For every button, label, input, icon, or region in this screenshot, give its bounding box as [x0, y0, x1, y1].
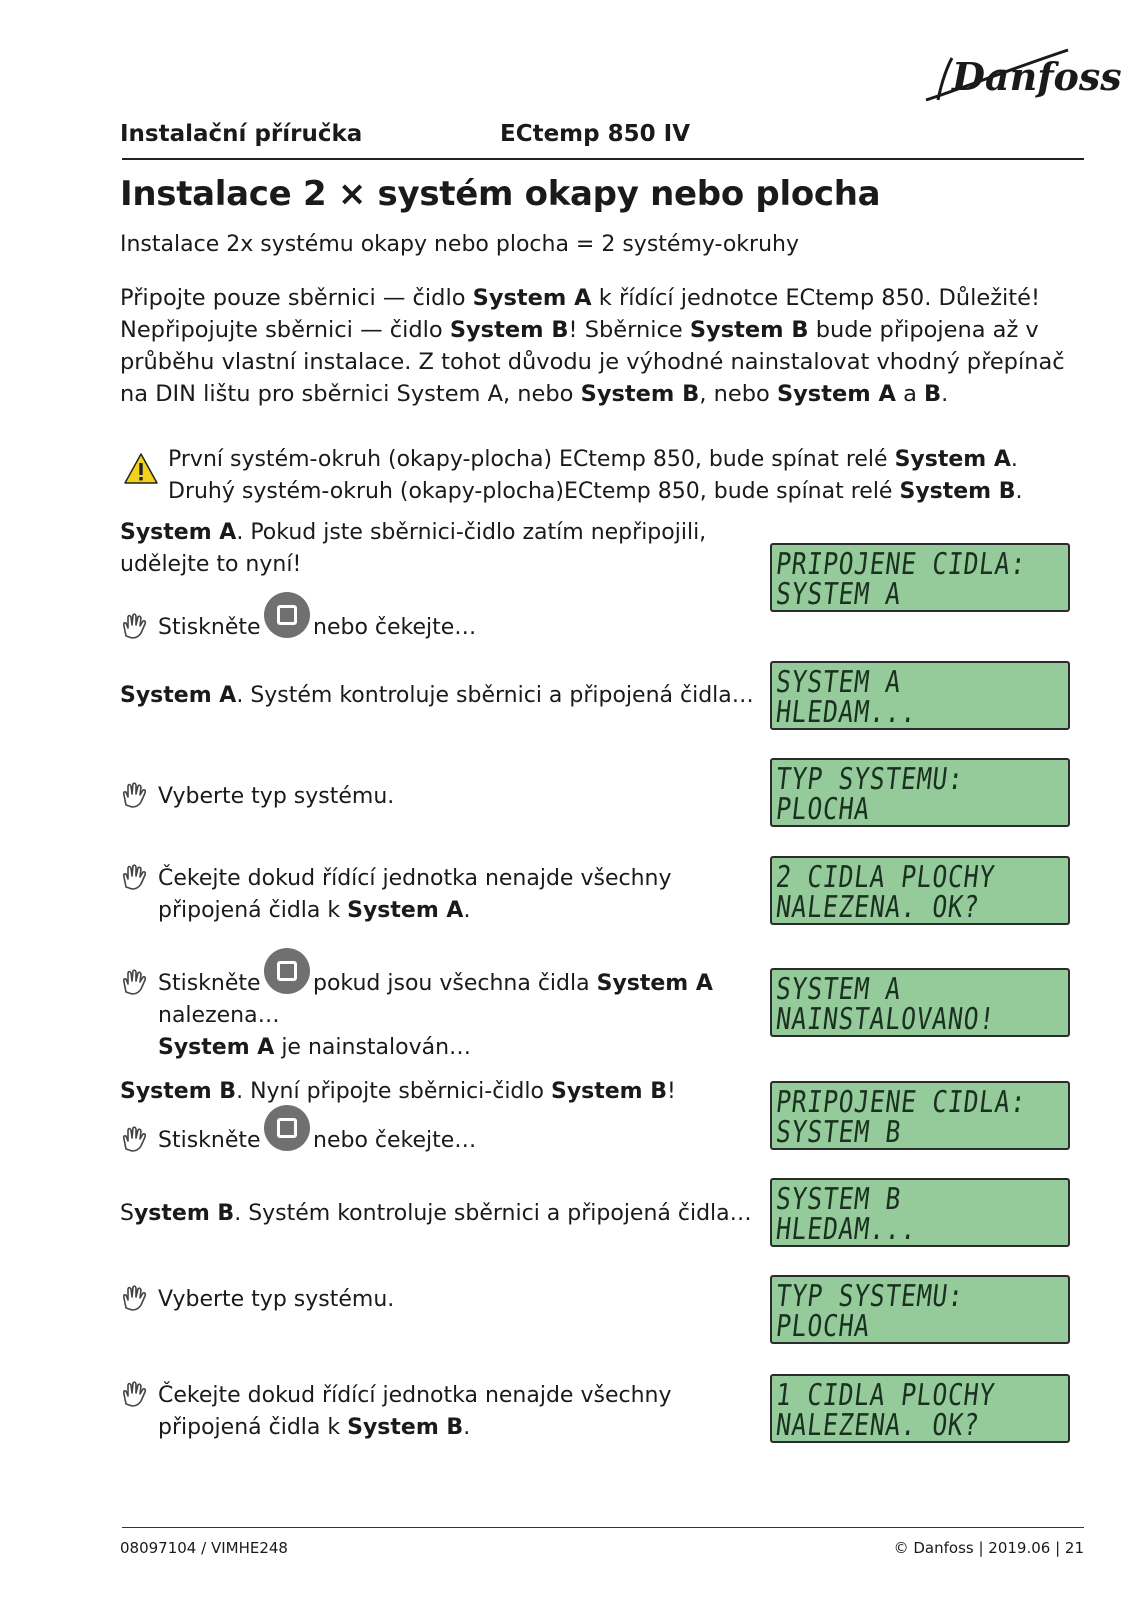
page-title: Instalace 2 × systém okapy nebo plocha [120, 174, 881, 214]
footer-divider [122, 1527, 1084, 1528]
step-select-type: Vyberte typ systému. [158, 784, 395, 809]
step-press-text: Stiskněte [158, 615, 261, 640]
lcd-display: 2 CIDLA PLOCHY NALEZENA. OK? [770, 856, 1070, 925]
lcd-display: SYSTEM A HLEDAM... [770, 661, 1070, 730]
step-system-b-connect: System B. Nyní připojte sběrnici-čidlo System B! [120, 1079, 676, 1104]
step-press-all-found: pokud jsou všechna čidla System A [313, 971, 713, 996]
footer-page-info: © Danfoss | 2019.06 | 21 [893, 1539, 1084, 1557]
step-system-a-installed: System A je nainstalován… [158, 1035, 472, 1060]
lcd-display: PRIPOJENE CIDLA: SYSTEM A [770, 543, 1070, 612]
lcd-display: 1 CIDLA PLOCHY NALEZENA. OK? [770, 1374, 1070, 1443]
step-press-text: Stiskněte [158, 1128, 261, 1153]
warning-icon [123, 452, 159, 485]
hand-icon [120, 1125, 150, 1153]
lcd-display: SYSTEM A NAINSTALOVANO! [770, 968, 1070, 1037]
intro-paragraph: Připojte pouze sběrnici — čidlo System A k řídící jednotce ECtemp 850. Důležité! Nepřipojujte sběrnici — čidlo System B! Sběrnice System B bude připojena až v průběhu vlastní instalace. Z tohot důvodu je výhodné nainstalovat vhodný přepínač na DIN lištu pro sběrnici System A, nebo System B, nebo System A a B. [120, 285, 1065, 407]
warning-line-1: První systém-okruh (okapy-plocha) ECtemp 850, bude spínat relé System A. [168, 447, 1018, 472]
footer-doc-code: 08097104 / VIMHE248 [120, 1539, 288, 1557]
page-subtitle: Instalace 2x systému okapy nebo plocha = 2 systémy-okruhy [120, 232, 800, 257]
step-wait-sensors-a: Čekejte dokud řídící jednotka nenajde všechny [158, 866, 672, 891]
step-wait-sensors-a-line2: připojená čidla k System A. [158, 898, 471, 923]
ok-button-icon [264, 592, 310, 638]
hand-icon [120, 968, 150, 996]
hand-icon [120, 1284, 150, 1312]
step-system-a-intro: System A. Pokud jste sběrnici-čidlo zatím nepřipojili, [120, 520, 707, 545]
step-select-type: Vyberte typ systému. [158, 1287, 395, 1312]
ok-button-icon [264, 948, 310, 994]
danfoss-logo [918, 40, 1122, 112]
hand-icon [120, 1380, 150, 1408]
hand-icon [120, 863, 150, 891]
logo-wordmark: Danfoss [952, 54, 1122, 99]
lcd-display: TYP SYSTEMU: PLOCHA [770, 1275, 1070, 1344]
step-system-a-checking: System A. Systém kontroluje sběrnici a připojená čidla… [120, 683, 754, 708]
step-system-b-checking: System B. Systém kontroluje sběrnici a připojená čidla… [120, 1201, 752, 1226]
step-system-a-intro-line2: udělejte to nyní! [120, 552, 302, 577]
hand-icon [120, 781, 150, 809]
ok-button-icon [264, 1105, 310, 1151]
step-press-text: Stiskněte [158, 971, 261, 996]
lcd-display: SYSTEM B HLEDAM... [770, 1178, 1070, 1247]
header-manual-name: Instalační příručka [120, 121, 363, 147]
step-press-wait-text: nebo čekejte… [313, 615, 477, 640]
step-wait-sensors-b-line2: připojená čidla k System B. [158, 1415, 471, 1440]
step-found-text: nalezena… [158, 1003, 280, 1028]
warning-line-2: Druhý systém-okruh (okapy-plocha)ECtemp 850, bude spínat relé System B. [168, 479, 1023, 504]
step-press-wait-text: nebo čekejte… [313, 1128, 477, 1153]
step-wait-sensors-b: Čekejte dokud řídící jednotka nenajde všechny [158, 1383, 672, 1408]
lcd-display: PRIPOJENE CIDLA: SYSTEM B [770, 1081, 1070, 1150]
hand-icon [120, 612, 150, 640]
lcd-display: TYP SYSTEMU: PLOCHA [770, 758, 1070, 827]
header-divider [122, 158, 1084, 160]
header-product-name: ECtemp 850 IV [500, 121, 690, 147]
